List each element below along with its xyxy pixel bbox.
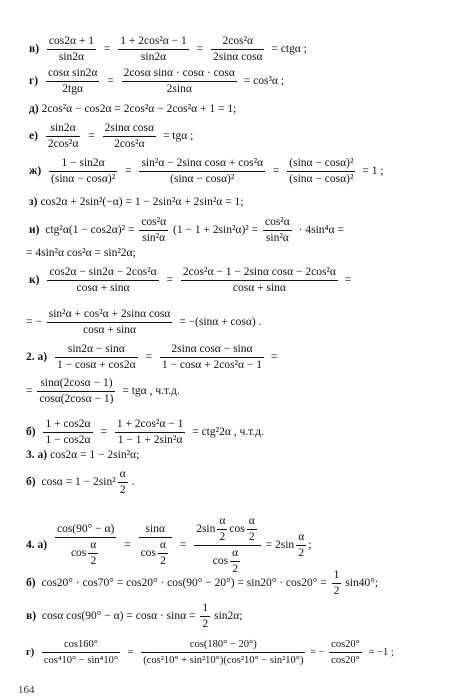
- eq-tail: = tgα , ч.т.д.: [122, 385, 180, 398]
- eq-label: в): [26, 610, 37, 623]
- numerator: cos2α − sin2α − 2cos²α: [47, 266, 158, 281]
- denominator: cosα + sinα: [83, 324, 137, 336]
- eq-pre: cosα = 1 − 2sin²: [41, 476, 116, 489]
- denominator: sin2α: [58, 51, 85, 63]
- eq-label: б): [26, 577, 36, 590]
- denominator: cosα + sinα: [76, 282, 130, 294]
- fraction: [103, 122, 156, 151]
- numerator: 1 + 2cos²α − 1: [118, 35, 189, 50]
- denominator: 2cos²α: [114, 138, 145, 150]
- numerator: α: [158, 539, 168, 554]
- eq-label: з): [29, 196, 38, 208]
- numerator: 2sinα cosα: [103, 122, 156, 137]
- eq-tail: · 4sin⁴α =: [298, 224, 344, 237]
- eq-i: [29, 216, 344, 245]
- eq-4b: [26, 569, 378, 598]
- fraction: [263, 216, 292, 245]
- page-number: 164: [18, 684, 35, 696]
- eq-label: ж): [29, 165, 42, 178]
- eq-text: cos2α + 2sin²(−α) = 1 − 2sin²α + 2sin²α = 1;: [40, 196, 244, 208]
- fraction: [200, 602, 210, 631]
- numerator: cos²α: [139, 216, 168, 231]
- fraction: [141, 638, 305, 667]
- fraction: [139, 157, 265, 186]
- eq-tail: sin40°;: [345, 577, 379, 590]
- numerator: α: [88, 539, 98, 554]
- numerator: 2cos²α: [211, 35, 264, 50]
- fraction: [118, 468, 128, 497]
- eq-tail: = ctgα ;: [271, 43, 307, 56]
- denominator: 2: [90, 555, 97, 567]
- eq-tail: = −(sinα + cosα) .: [179, 316, 262, 329]
- fraction: [43, 418, 92, 447]
- numerator: cos(90° − α): [55, 523, 116, 538]
- eq-g: г) $\frac{\text{cosα sin2α}}{\text{2tgα}}$ = $\frac{\text{2cosα sinα · cosα · cosα}}{2\sin\alpha}$ = cos³α ;: [29, 67, 285, 95]
- numerator: sin²α + cos²α + 2sinα cosα: [47, 308, 173, 323]
- denominator: 2tgα: [62, 83, 84, 95]
- eq-tail: = tgα ;: [162, 130, 194, 143]
- eq-label: б): [26, 426, 36, 439]
- numerator: 1 + cos2α: [43, 418, 92, 433]
- denominator: (sinα − cosα)²: [51, 173, 116, 185]
- eq-tail: sin2α;: [214, 610, 243, 623]
- fraction: [47, 266, 158, 295]
- eq-4g: г) $\frac{\cos 160^\circ}{\text{cos⁴10° − sin⁴10°}}$ = $\frac{\cos(180^\circ - 20^\circ)}{\text{(cos²10° + sin²10°)(cos²10° − sin²10°)}}$ = − $\frac{\cos 20^\circ}{\cos 20^\circ}$ = −1 ;: [26, 639, 394, 666]
- eq-k-continuation: [26, 308, 262, 337]
- numerator: (sinα − cosα)²: [287, 157, 355, 172]
- eq-label: б): [26, 476, 36, 489]
- eq-v: в) $\frac{\cos 2\alpha + 1}{\sin 2\alpha}$ = $\frac{\text{1 + 2cos²α − 1}}{\sin 2\alpha}$ = $\frac{\text{2cos²α}}{\text{2sinα cosα}}$ = ctgα ;: [29, 35, 307, 63]
- eq-label: г): [26, 646, 35, 658]
- fraction: [139, 216, 168, 245]
- eq-tail: = 1 ;: [362, 165, 384, 178]
- eq-label: 3. а): [26, 449, 48, 461]
- numerator: cos160°: [42, 638, 120, 653]
- denominator: 1 − 1 + 2sin²α: [117, 434, 183, 446]
- denominator: 2cos²α: [47, 138, 79, 150]
- fraction: [160, 343, 264, 372]
- fraction: [42, 638, 120, 667]
- eq-text: 2cos²α − cos2α = 2cos²α − 2cos²α + 1 = 1;: [41, 103, 237, 115]
- eq-i-continuation: = 4sin²α cos²α = sin²2α;: [26, 247, 136, 259]
- eq-label: 2. а): [26, 351, 48, 364]
- numerator: 2cos²α − 1 − 2sinα cosα − 2cos²α: [181, 266, 338, 281]
- numerator: 1: [200, 602, 210, 617]
- fraction: [139, 523, 172, 568]
- eq-2a-continuation: = $\frac{\sin\alpha(2\cos\alpha - 1)}{\cos\alpha(2\cos\alpha - 1)}$ = tgα , ч.т.д.: [26, 377, 180, 405]
- numerator: cos2α + 1: [47, 35, 96, 50]
- fraction: [46, 122, 81, 151]
- denominator: 2sinα cosα: [213, 51, 263, 63]
- fraction: [287, 157, 355, 186]
- eq-zh: ж) $\frac{1 - \sin 2\alpha}{\text{(sinα − cosα)²}}$ = $\frac{\text{sin²α − 2sinα cosα + cos²α}}{\text{(sinα − cosα)²}}$ = $\frac{\text{(sinα − cosα)²}}{\text{(sinα − cosα)²}}$ = 1 ;: [29, 157, 384, 185]
- eq-label: д): [29, 103, 39, 115]
- numerator: 2cosα sinα · cosα · cosα: [122, 67, 237, 82]
- eq-4a: 4. а) cos(90° − α) cos $\frac{\alpha}{2}$ = sinα cos $\frac{\alpha}{2}$ = 2sin $\frac{\alpha}{2}$ cos $\frac{\alpha}{2}$ cos $\frac{\alpha}{2}$ = 2sin $\frac{\alpha}{2}$ ;: [26, 515, 312, 575]
- fraction: [118, 35, 189, 64]
- eq-text: cos2α = 1 − 2sin²α;: [50, 449, 140, 461]
- eq-mid: (1 − 1 + 2sin²α)² =: [173, 224, 259, 237]
- eq-label: е): [29, 130, 38, 143]
- eq-tail: = 2sin: [265, 539, 295, 552]
- denominator: cos $\frac{\alpha}{2}$: [70, 539, 97, 567]
- numerator: 1 + 2cos²α − 1: [115, 418, 186, 433]
- denominator: sin²α: [142, 232, 166, 244]
- eq-label: 4. а): [26, 539, 48, 552]
- eq-3b: [26, 468, 135, 497]
- denominator: 2: [160, 555, 166, 567]
- eq-mid: = −: [310, 646, 325, 658]
- denominator: 2: [333, 585, 340, 597]
- denominator: cosα + sinα: [232, 282, 286, 294]
- eq-text: cos20° · cos70° = cos20° · cos(90° − 20°) = sin20° · cos20° =: [41, 577, 327, 590]
- numerator: sin2α: [46, 122, 81, 137]
- eq-tail: = cos³α ;: [243, 75, 285, 88]
- numerator: 2sin $\frac{\alpha}{2}$ cos $\frac{\alpha}{2}$: [194, 515, 261, 546]
- numerator: cos20°: [329, 638, 362, 653]
- fraction: [122, 67, 237, 96]
- eq-pre: ctg²α(1 − cos2α)² =: [45, 224, 135, 237]
- eq-tail: .: [131, 476, 135, 489]
- fraction: [47, 35, 96, 64]
- denominator: cos⁴10° − sin⁴10°: [43, 655, 119, 666]
- numerator: 2sinα cosα − sinα: [160, 343, 264, 358]
- fraction: [47, 308, 173, 337]
- denominator: (sinα − cosα)²: [170, 173, 235, 185]
- fraction: [329, 638, 362, 667]
- numerator: cosα sin2α: [46, 67, 99, 82]
- fraction: [332, 569, 342, 598]
- denominator: (sinα − cosα)²: [289, 173, 354, 185]
- eq-tail: =: [270, 351, 278, 364]
- fraction: [115, 418, 186, 447]
- fraction: [55, 523, 116, 568]
- denominator: 1 − cos2α: [45, 434, 91, 446]
- numerator: sin²α − 2sinα cosα + cos²α: [139, 157, 265, 172]
- numerator: 1 − sin2α: [49, 157, 117, 172]
- denominator: sin2α: [140, 51, 167, 63]
- eq-text: cosα cos(90° − α) = cosα · sinα =: [41, 610, 196, 623]
- fraction: [55, 343, 138, 372]
- eq-4v: [26, 602, 243, 631]
- eq-tail: = −1 ;: [368, 646, 394, 658]
- eq-3a: [26, 449, 139, 462]
- eq-2b: б) $\frac{1 + \cos 2\alpha}{1 - \cos 2\alpha}$ = $\frac{\text{1 + 2cos²α − 1}}{\text{1 − 1 + 2sin²α}}$ = ctg²2α , ч.т.д.: [26, 418, 264, 446]
- eq-tail: =: [344, 274, 352, 287]
- denominator: cos $\frac{\alpha}{2}$: [140, 539, 166, 567]
- fraction: $\frac{\alpha}{2}$: [298, 531, 305, 559]
- denominator: (cos²10° + sin²10°)(cos²10° − sin²10°): [143, 655, 304, 666]
- denominator: 2: [119, 484, 126, 496]
- numerator: cos(180° − 20°): [141, 638, 305, 653]
- eq-2a: 2. а) $\frac{\sin 2\alpha - \sin\alpha}{1 - \cos\alpha + \cos 2\alpha}$ = $\frac{\text{2sinα cosα − sinα}}{\text{1 − cosα + 2cos²α − 1}}$ =: [26, 343, 278, 371]
- numerator: sinα: [139, 523, 172, 538]
- eq-tail: = ctg²2α , ч.т.д.: [192, 426, 264, 439]
- denominator: 2sinα: [166, 83, 192, 95]
- fraction: [37, 377, 115, 406]
- denominator: cosα(2cosα − 1): [39, 393, 114, 405]
- eq-label: г): [29, 75, 39, 88]
- eq-e: е) $\frac{\sin 2\alpha}{\text{2cos²α}}$ = $\frac{\text{2sinα cosα}}{\text{2cos²α}}$ = tgα ;: [29, 122, 194, 150]
- eq-pre: = −: [26, 316, 42, 329]
- eq-label: к): [29, 274, 40, 287]
- eq-d: [29, 103, 236, 116]
- numerator: sinα(2cosα − 1): [37, 377, 115, 392]
- denominator: cos20°: [331, 655, 360, 666]
- eq-tail-end: ;: [308, 539, 312, 552]
- fraction: [46, 67, 99, 96]
- fraction: [49, 157, 117, 186]
- numerator: sin2α − sinα: [55, 343, 138, 358]
- denominator: 2: [202, 618, 209, 630]
- denominator: 1 − cosα + 2cos²α − 1: [161, 359, 263, 371]
- fraction: [211, 35, 264, 64]
- denominator: 1 − cosα + cos2α: [56, 359, 136, 371]
- numerator: cos²α: [263, 216, 292, 231]
- eq-label: в): [29, 43, 40, 56]
- numerator: 1: [332, 569, 342, 584]
- eq-z: [29, 196, 244, 209]
- fraction: [181, 266, 338, 295]
- numerator: α: [118, 468, 128, 483]
- fraction: [194, 515, 261, 576]
- eq-label: и): [29, 224, 40, 237]
- denominator: cos $\frac{\alpha}{2}$: [212, 547, 239, 575]
- denominator: sin²α: [265, 232, 289, 244]
- eq-k: к) $\frac{\text{cos2α − sin2α − 2cos²α}}{\cos\alpha + \sin\alpha}$ = $\frac{\text{2cos²α − 1 − 2sinα cosα − 2cos²α}}{\cos\alpha + \sin\alpha}$ =: [29, 266, 352, 294]
